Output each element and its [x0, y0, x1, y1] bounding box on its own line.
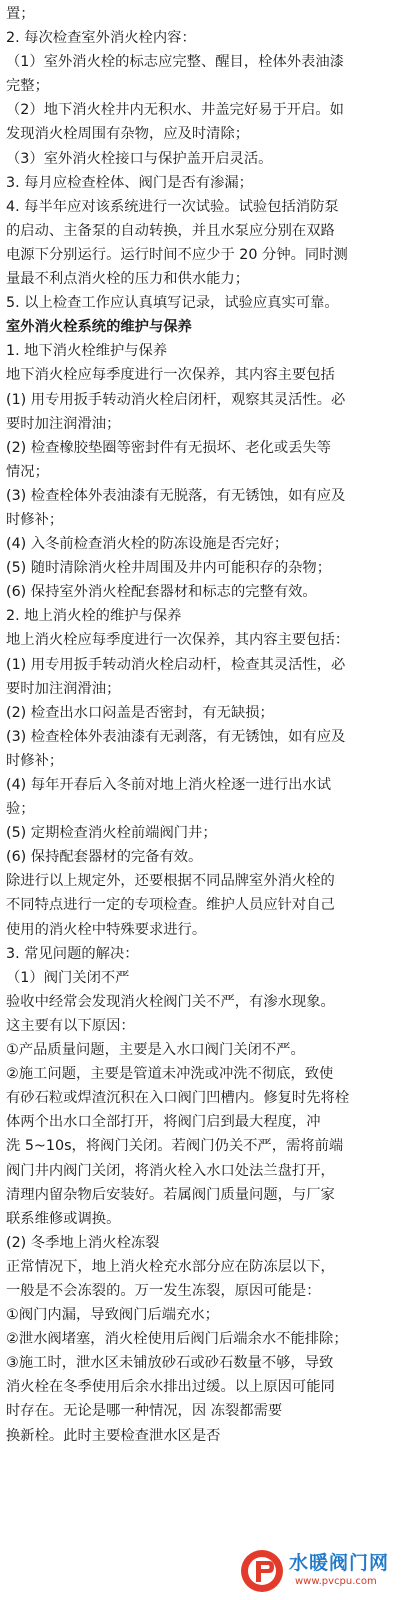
text-line: 2. 地上消火栓的维护与保养	[6, 608, 182, 625]
text-line: ①阀门内漏，导致阀门后端充水；	[6, 1307, 219, 1324]
text-line: 换新栓。此时主要检查泄水区是否	[6, 1427, 221, 1444]
text-line: 的启动、主备泵的自动转换，并且水泵应分别在双路	[6, 222, 335, 239]
text-line: 地下消火栓应每季度进行一次保养，其内容主要包括	[6, 367, 335, 384]
text-line: (2) 检查橡胶垫圈等密封件有无损坏、老化或丢失等	[6, 439, 332, 456]
text-line: 电源下分别运行。运行时间不应少于 20 分钟。同时测	[6, 246, 348, 263]
text-line: 情况；	[6, 463, 49, 480]
text-line: 要时加注润滑油；	[6, 415, 121, 432]
text-line: 洗 5~10s，将阀门关闭。若阀门仍关不严，需将前端	[6, 1138, 344, 1155]
text-line: 发现消火栓周围有杂物，应及时清除；	[6, 126, 250, 143]
text-line: 除进行以上规定外，还要根据不同品牌室外消火栓的	[6, 873, 335, 890]
text-line: ②施工问题，主要是管道未冲洗或冲洗不彻底，致使	[6, 1066, 334, 1083]
text-line: (6) 保持配套器材的完备有效。	[6, 849, 203, 866]
watermark	[239, 1546, 407, 1596]
text-line: (4) 入冬前检查消火栓的防冻设施是否完好；	[6, 536, 289, 553]
text-line: (2) 冬季地上消火栓冻裂	[6, 1234, 160, 1251]
text-line: 4. 每半年应对该系统进行一次试验。试验包括消防泵	[6, 198, 339, 215]
text-line: 5. 以上检查工作应认真填写记录，试验应真实可靠。	[6, 295, 339, 312]
text-line: 时存在。无论是哪一种情况，因 冻裂都需要	[6, 1403, 283, 1420]
watermark-title: 水暖阀门网	[289, 1552, 390, 1574]
text-line: 使用的消火栓中特殊要求进行。	[6, 921, 207, 938]
text-line: (6) 保持室外消火栓配套器材和标志的完整有效。	[6, 584, 317, 601]
text-line: 时修补；	[6, 511, 64, 528]
text-line: 验；	[6, 801, 35, 818]
text-line: ②泄水阀堵塞，消火栓使用后阀门后端余水不能排除；	[6, 1331, 348, 1348]
text-line: 有砂石粒或焊渣沉积在入口阀门凹槽内。修复时先将栓	[6, 1090, 350, 1107]
text-line: 量最不利点消火栓的压力和供水能力；	[6, 271, 250, 288]
watermark-url: www.pvcpu.com	[295, 1576, 377, 1587]
text-line: (5) 随时清除消火栓井周围及井内可能积存的杂物；	[6, 560, 332, 577]
text-line: 时修补；	[6, 752, 64, 769]
text-line: (3) 检查栓体外表油漆有无脱落，有无锈蚀，如有应及	[6, 487, 346, 504]
text-line: 不同特点进行一定的专项检查。维护人员应针对自己	[6, 897, 335, 914]
text-line: (4) 每年开春后入冬前对地上消火栓逐一进行出水试	[6, 777, 332, 793]
text-line: 要时加注润滑油；	[6, 680, 121, 697]
text-line: 3. 常见问题的解决：	[6, 945, 139, 962]
text-line: 3. 每月应检查栓体、阀门是否有渗漏；	[6, 174, 253, 191]
text-line: 正常情况下，地上消火栓充水部分应在防冻层以下，	[6, 1258, 335, 1275]
text-line: 阀门井内阀门关闭，将消火栓入水口处法兰盘打开，	[6, 1162, 335, 1179]
brand-logo-icon	[239, 1548, 285, 1594]
text-line: 体两个出水口全部打开，将阀门启到最大程度，冲	[6, 1114, 321, 1131]
text-line: ③施工时，泄水区未铺放砂石或砂石数量不够，导致	[6, 1355, 334, 1372]
text-line: 一般是不会冻裂的。万一发生冻裂，原因可能是：	[6, 1282, 321, 1299]
text-line: 2. 每次检查室外消火栓内容：	[6, 30, 196, 47]
text-line: (1) 用专用扳手转动消火栓启动杆，检查其灵活性，必	[6, 656, 346, 673]
text-line: (5) 定期检查消火栓前端阀门井；	[6, 825, 217, 842]
text-line: 验收中经常会发现消火栓阀门关不严，有渗水现象。	[6, 993, 335, 1010]
text-line: 1. 地下消火栓维护与保养	[6, 343, 168, 360]
text-line: 置；	[6, 6, 35, 22]
text-line: (3) 检查栓体外表油漆有无剥落，有无锈蚀，如有应及	[6, 728, 346, 745]
text-line: （2）地下消火栓井内无积水、井盖完好易于开启。如	[6, 102, 344, 119]
text-line: （1）室外消火栓的标志应完整、醒目，栓体外表油漆	[6, 54, 344, 71]
text-line: ①产品质量问题，主要是入水口阀门关闭不严。	[6, 1042, 305, 1059]
text-line: （3）室外消火栓接口与保护盖开启灵活。	[6, 150, 273, 167]
text-line: (2) 检查出水口闷盖是否密封，有无缺损；	[6, 704, 274, 721]
text-line: （1）阀门关闭不严	[6, 969, 130, 986]
text-line: 这主要有以下原因：	[6, 1017, 135, 1034]
text-line: 地上消火栓应每季度进行一次保养，其内容主要包括：	[6, 632, 350, 649]
text-line: 联系维修或调换。	[6, 1210, 121, 1227]
text-line: 完整；	[6, 78, 49, 95]
section-heading: 室外消火栓系统的维护与保养	[6, 319, 192, 336]
text-line: (1) 用专用扳手转动消火栓启闭杆，观察其灵活性。必	[6, 391, 346, 408]
text-line: 消火栓在冬季使用后余水排出过缓。以上原因可能同	[6, 1379, 335, 1396]
text-line: 清理内留杂物后安装好。若属阀门质量问题，与厂家	[6, 1186, 335, 1203]
